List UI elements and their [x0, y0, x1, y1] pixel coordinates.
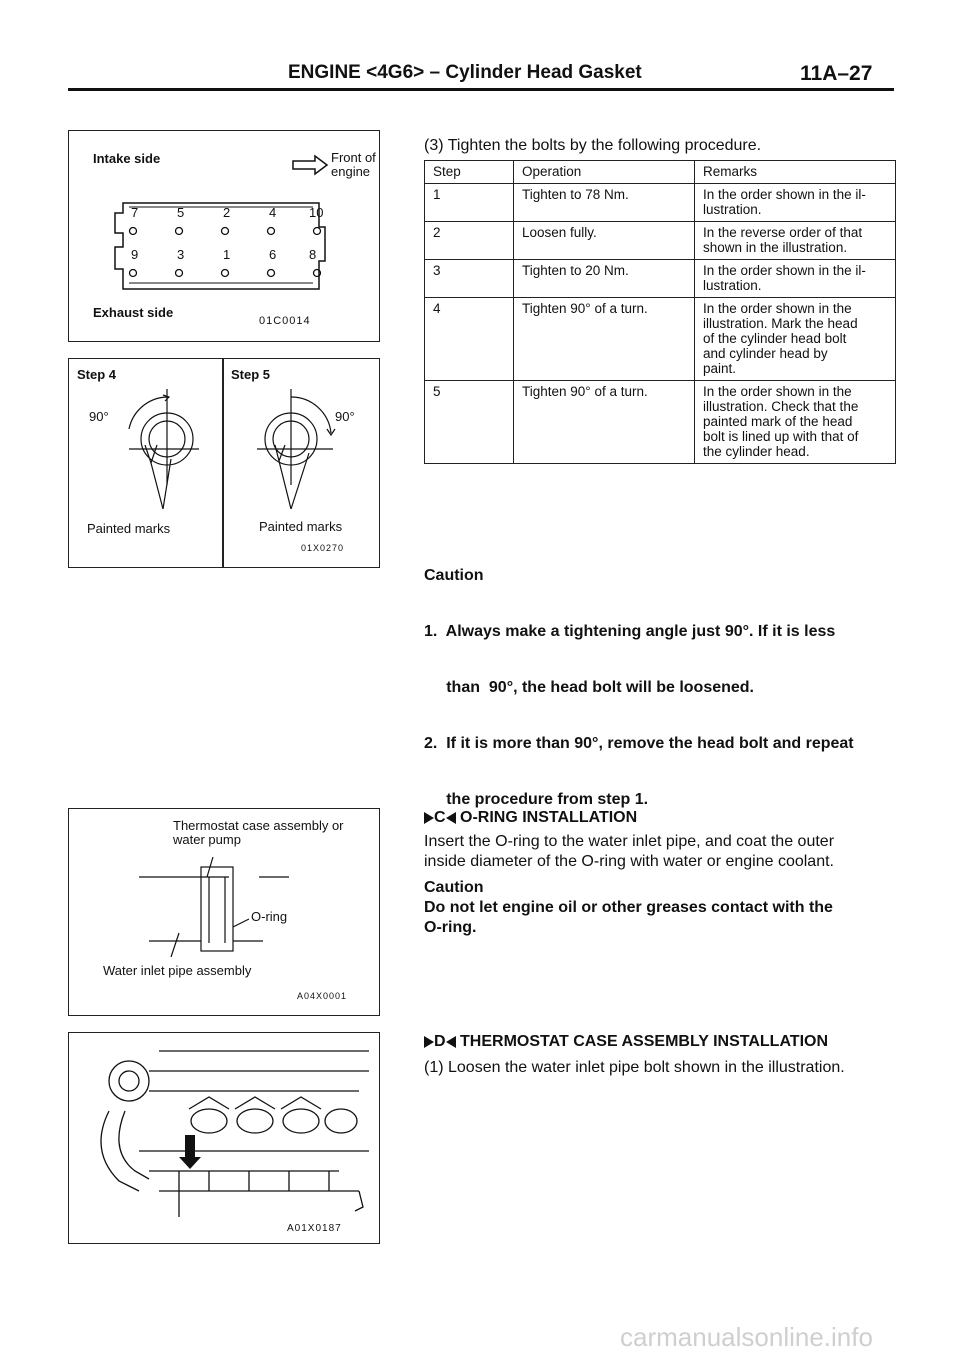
page-header-title: ENGINE <4G6> – Cylinder Head Gasket: [288, 62, 642, 83]
remarks-cell: In the order shown in the illustration. Check that the painted mark of the head bolt is lined up with that of the cylinder head.: [695, 381, 896, 464]
bolt-number: 3: [177, 247, 185, 262]
column-header: Operation: [514, 161, 695, 184]
bolt-number: 5: [177, 205, 185, 220]
column-header: Remarks: [695, 161, 896, 184]
thermostat-label: Thermostat case assembly or water pump: [173, 818, 344, 847]
step-cell: 3: [425, 260, 514, 298]
front-arrow-icon: [291, 153, 331, 179]
engine-figure: [68, 1032, 380, 1244]
step5-label: Step 5: [231, 367, 271, 382]
table-row: [425, 222, 896, 260]
figure-divider: [222, 359, 224, 567]
table-row: [425, 381, 896, 464]
operation-cell: Tighten to 78 Nm.: [514, 184, 695, 222]
bolt-number: 8: [309, 247, 317, 262]
operation-cell: Tighten to 20 Nm.: [514, 260, 695, 298]
step-cell: 5: [425, 381, 514, 464]
caution-line: 2. If it is more than 90°, remove the head bolt and repeat: [424, 735, 854, 752]
caution-line: 1. Always make a tightening angle just 90°. If it is less: [424, 623, 836, 640]
bolt-number: 7: [131, 205, 139, 220]
oring-body-line: Insert the O-ring to the water inlet pipe, and coat the outer: [424, 833, 835, 850]
procedure-intro: (3) Tighten the bolts by the following procedure.: [424, 137, 762, 154]
thermostat-body-line: (1) Loosen the water inlet pipe bolt shown in the illustration.: [424, 1059, 845, 1076]
oring-caution-line: O-ring.: [424, 919, 477, 936]
exhaust-side-label: Exhaust side: [93, 305, 174, 320]
operation-cell: Tighten 90° of a turn.: [514, 298, 695, 381]
procedure-table: [424, 160, 896, 464]
remarks-cell: In the order shown in the il- lustration.: [695, 184, 896, 222]
oring-body-line: inside diameter of the O-ring with water or engine coolant.: [424, 853, 834, 870]
oring-caution-line: Do not let engine oil or other greases contact with the: [424, 899, 833, 916]
angle-label: 90°: [335, 409, 355, 424]
figure-code: 01X0270: [301, 543, 345, 553]
caution-line: the procedure from step 1.: [424, 791, 649, 808]
water-inlet-label: Water inlet pipe assembly: [103, 963, 252, 978]
table-row: [425, 298, 896, 381]
engine-drawing: [79, 1041, 369, 1221]
painted-marks-label: Painted marks: [87, 521, 171, 536]
bolt-number: 6: [269, 247, 277, 262]
operation-cell: Tighten 90° of a turn.: [514, 381, 695, 464]
front-of-engine-label: Front of engine: [331, 150, 376, 179]
left-triangle-icon: [446, 1036, 456, 1048]
caution-block: [424, 530, 896, 828]
operation-cell: Loosen fully.: [514, 222, 695, 260]
page-number: 11A–27: [800, 62, 873, 85]
bolt-head-step5-icon: [247, 389, 357, 519]
table-row: [425, 260, 896, 298]
step-cell: 1: [425, 184, 514, 222]
figure-code: A01X0187: [287, 1223, 342, 1234]
step-cell: 2: [425, 222, 514, 260]
thermostat-section-heading: D THERMOSTAT CASE ASSEMBLY INSTALLATION: [424, 1032, 828, 1052]
figure-code: 01C0014: [259, 315, 311, 327]
right-triangle-icon: [424, 1036, 434, 1048]
intake-side-label: Intake side: [93, 151, 161, 166]
oring-section-heading: C O-RING INSTALLATION: [424, 808, 637, 828]
bolt-holes: [125, 221, 325, 281]
bolt-number: 9: [131, 247, 139, 262]
step4-label: Step 4: [77, 367, 117, 382]
table-header-row: [425, 161, 896, 184]
caution-line: than 90°, the head bolt will be loosened.: [424, 679, 754, 696]
bolt-number: 10: [309, 205, 324, 220]
painted-marks-label: Painted marks: [259, 519, 343, 534]
water-pipe-drawing: [119, 857, 319, 957]
caution-title: Caution: [424, 567, 484, 584]
oring-figure: [68, 808, 380, 1016]
remarks-cell: In the order shown in the illustration. Mark the head of the cylinder head bolt and cylinder head by paint.: [695, 298, 896, 381]
bolt-number: 2: [223, 205, 231, 220]
oring-caution-title: Caution: [424, 879, 484, 896]
oring-label: O-ring: [251, 909, 288, 924]
bolt-head-step4-icon: [99, 389, 209, 519]
bolt-number: 1: [223, 247, 231, 262]
remarks-cell: In the reverse order of that shown in the illustration.: [695, 222, 896, 260]
header-rule: [68, 88, 894, 91]
step-cell: 4: [425, 298, 514, 381]
table-row: [425, 184, 896, 222]
angle-label: 90°: [89, 409, 109, 424]
right-triangle-icon: [424, 812, 434, 824]
left-triangle-icon: [446, 812, 456, 824]
figure-code: A04X0001: [297, 991, 348, 1001]
tightening-angle-figure: [68, 358, 380, 568]
watermark: carmanualsonline.info: [620, 1322, 873, 1352]
remarks-cell: In the order shown in the il- lustration.: [695, 260, 896, 298]
column-header: Step: [425, 161, 514, 184]
bolt-order-figure: [68, 130, 380, 342]
bolt-number: 4: [269, 205, 277, 220]
